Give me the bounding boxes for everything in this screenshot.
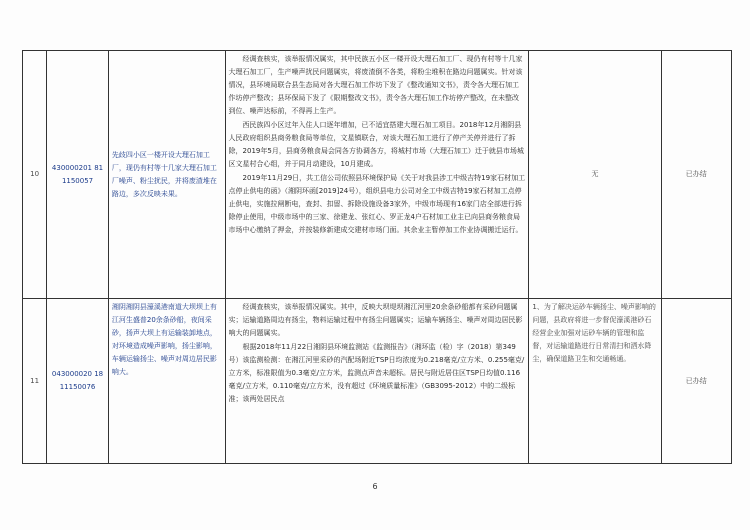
case-code: 043000020 1811150076 [47, 299, 109, 464]
complaint-text: 先歧四小区一楼开设大理石加工厂，现仍有村等十几家大理石加工厂噪声、粉尘扰民，并将废渣堆在路边，多次反映未果。 [108, 51, 225, 299]
interim-measures: 1、为了解决运砂车辆扬尘、噪声影响的问题，县政府将进一步督促濠溪港砂石经营企业加强对运砂车辆的管理和监督，对运输道路进行日常清扫和洒水降尘，确保道路卫生和交通畅通。 [529, 299, 661, 464]
findings-paragraph: 经调查核实，该举报情况属实，其中民族五小区一楼开设大理石加工厂、现仍有村等十几家大理石加工厂，生产噪声扰民问题属实，将废渣倒不各类，将粉尘堆积在路边问题属实。针对该情况，县环境局联合县生态局对各大理石加工作坊下发了《整改通知文书》，责令各大理石加工作坊停产整改；县环保局下发了《限期整改文书》，责令各大理石加工作坊停产整改，在未整改到位、噪声达标前，不得再上生产。 [228, 55, 523, 115]
inspection-table [22, 50, 732, 464]
findings-paragraph: 经调查核实，该举报情况属实。其中，反映大坝堤坝湘江河里20余条砂船都有采砂问题属实；运输道路周边有扬尘，物料运输过程中有扬尘问题属实；运输车辆扬尘、噪声对周边居民影响大的问题属实。 [228, 303, 523, 337]
table-row [23, 299, 732, 464]
findings-paragraph: 根据2018年11月22日湘阴县环境监测站《监测报告》（湘环监（检）字（2018）第349号）该监测检测：在湘江河里采砂的汽配场附近TSP日均浓度为0.218毫克/立方米、0.255毫克/立方米，标准限值为0.3毫克/立方米，监测点声音未超标。居民与附近居住区TSP日均值0.116毫克/立方米，0.110毫克/立方米，没有超过《环境质量标准》（GB3095-2012）中的二级标准；该两处居民点 [228, 343, 525, 403]
findings-cell [225, 51, 529, 299]
status-label: 已办结 [661, 51, 732, 299]
page-number: 6 [372, 482, 378, 491]
complaint-text: 湘阴湘阴县濠溪港南道大坝坝上有江河生盛普20余条砂船，夜间采砂，扬声大坝上有运输装卸地点，对环境造成噪声影响，扬尘影响，车辆运输扬尘、噪声对周边居民影响大。 [108, 299, 225, 464]
case-code: 430000201 81 1150057 [47, 51, 109, 299]
table-row [23, 51, 732, 299]
row-number: 11 [23, 299, 47, 464]
findings-paragraph: 西民族四小区过年入住人口逐年增加，已不适宜搭建大理石加工项目。2018年12月湘阴县人民政府组织县商务粮食局等单位，文星镇联合，对该大理石加工进行了停产关停并进行了拆除，2019年5月，县商务粮食局会同各方协调各方，将城村市场（大理石加工）迁于就县市场城区文星村合心组，并于同月动建设，10月建成。 [228, 121, 524, 168]
row-number: 10 [23, 51, 47, 299]
findings-cell [225, 299, 529, 464]
findings-paragraph: 2019年11月29日，共工信公司依照县环境保护局《关于对我县涉工中级吉特19家石材加工点停止供电的函》（湘阴环函[2019]24号），组织县电力公司对全工中级吉特19家石材加工点停止供电，实施拉闸断电，查封、扣留、拆除设施设备3家外，中级市场现有16家门店全部进行拆除停止使用，中级市场中的三家、徐建龙、张红心、罗正龙4户石材加工业主已向县商务粮食局市场中心缴纳了押金，并按装修新建成交建材市场门面。其余业主暂停加工作业协调搬迁运行。 [228, 174, 526, 234]
status-label: 已办结 [661, 299, 732, 464]
interim-measures: 无 [529, 51, 661, 299]
